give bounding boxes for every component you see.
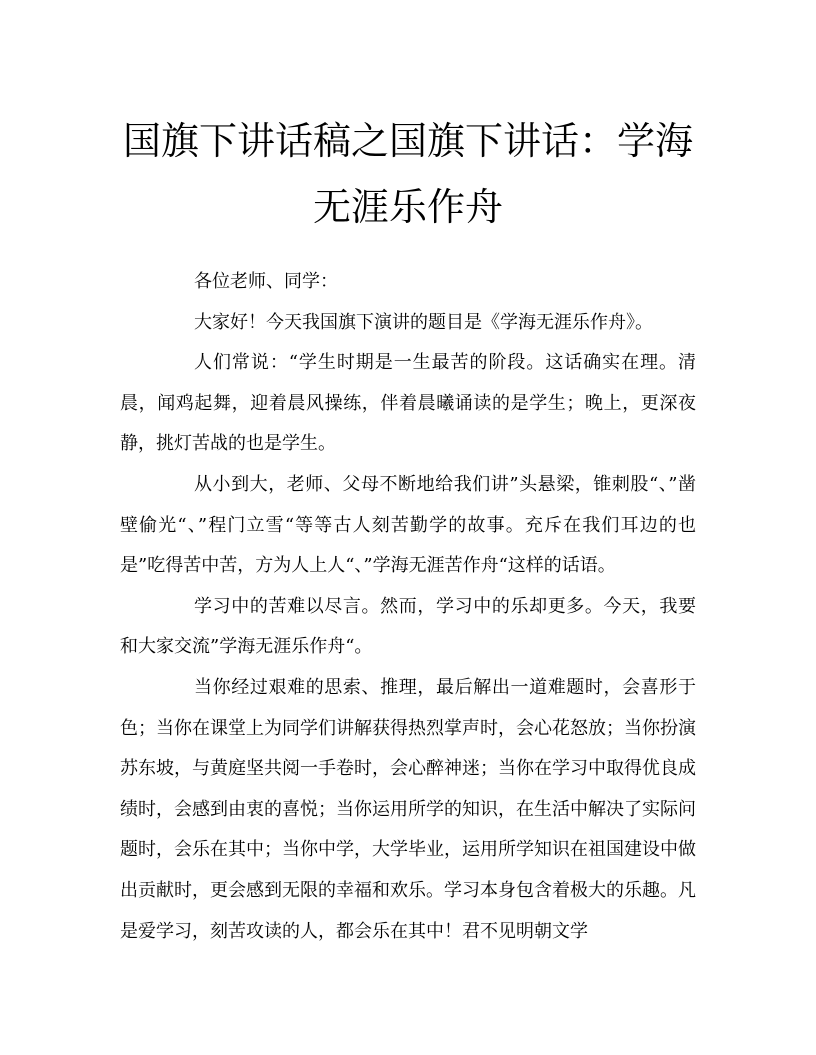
- paragraph-intro: 大家好！今天我国旗下演讲的题目是《学海无涯乐作舟》。: [194, 311, 653, 333]
- paragraph-ancient-stories: 从小到大，老师、父母不断地给我们讲”头悬梁，锥刺股“、”凿壁偷光“、”程门立雪“等等古人刻苦勤学的故事。充斥在我们耳边的也是”吃得苦中苦，方为人上人“、”学海无涯苦作舟“这样的话语。: [120, 473, 696, 577]
- document-body: [120, 262, 696, 952]
- document-title: 国旗下讲话稿之国旗下讲话：学海无涯乐作舟: [122, 119, 693, 229]
- paragraph-examples: 当你经过艰难的思索、推理，最后解出一道难题时，会喜形于色；当你在课堂上为同学们讲解获得热烈掌声时，会心花怒放；当你扮演苏东坡，与黄庭坚共阅一手卷时，会心醉神迷；当你在学习中取得优良成绩时，会感到由衷的喜悦；当你运用所学的知识，在生活中解决了实际问题时，会乐在其中；当你中学，大学毕业，运用所学知识在祖国建设中做出贡献时，更会感到无限的幸福和欢乐。学习本身包含着极大的乐趣。凡是爱学习，刻苦攻读的人，都会乐在其中！君不见明朝文学: [120, 676, 696, 942]
- paragraph-student-hardship: 人们常说：“学生时期是一生最苦的阶段。这话确实在理。清晨，闻鸡起舞，迎着晨风操练，伴着晨曦诵读的是学生；晚上，更深夜静，挑灯苦战的也是学生。: [120, 352, 696, 455]
- paragraph-joy-of-learning: 学习中的苦难以尽言。然而，学习中的乐却更多。今天，我要和大家交流”学海无涯乐作舟“。: [120, 595, 696, 658]
- paragraph-greeting: 各位老师、同学：: [194, 271, 338, 292]
